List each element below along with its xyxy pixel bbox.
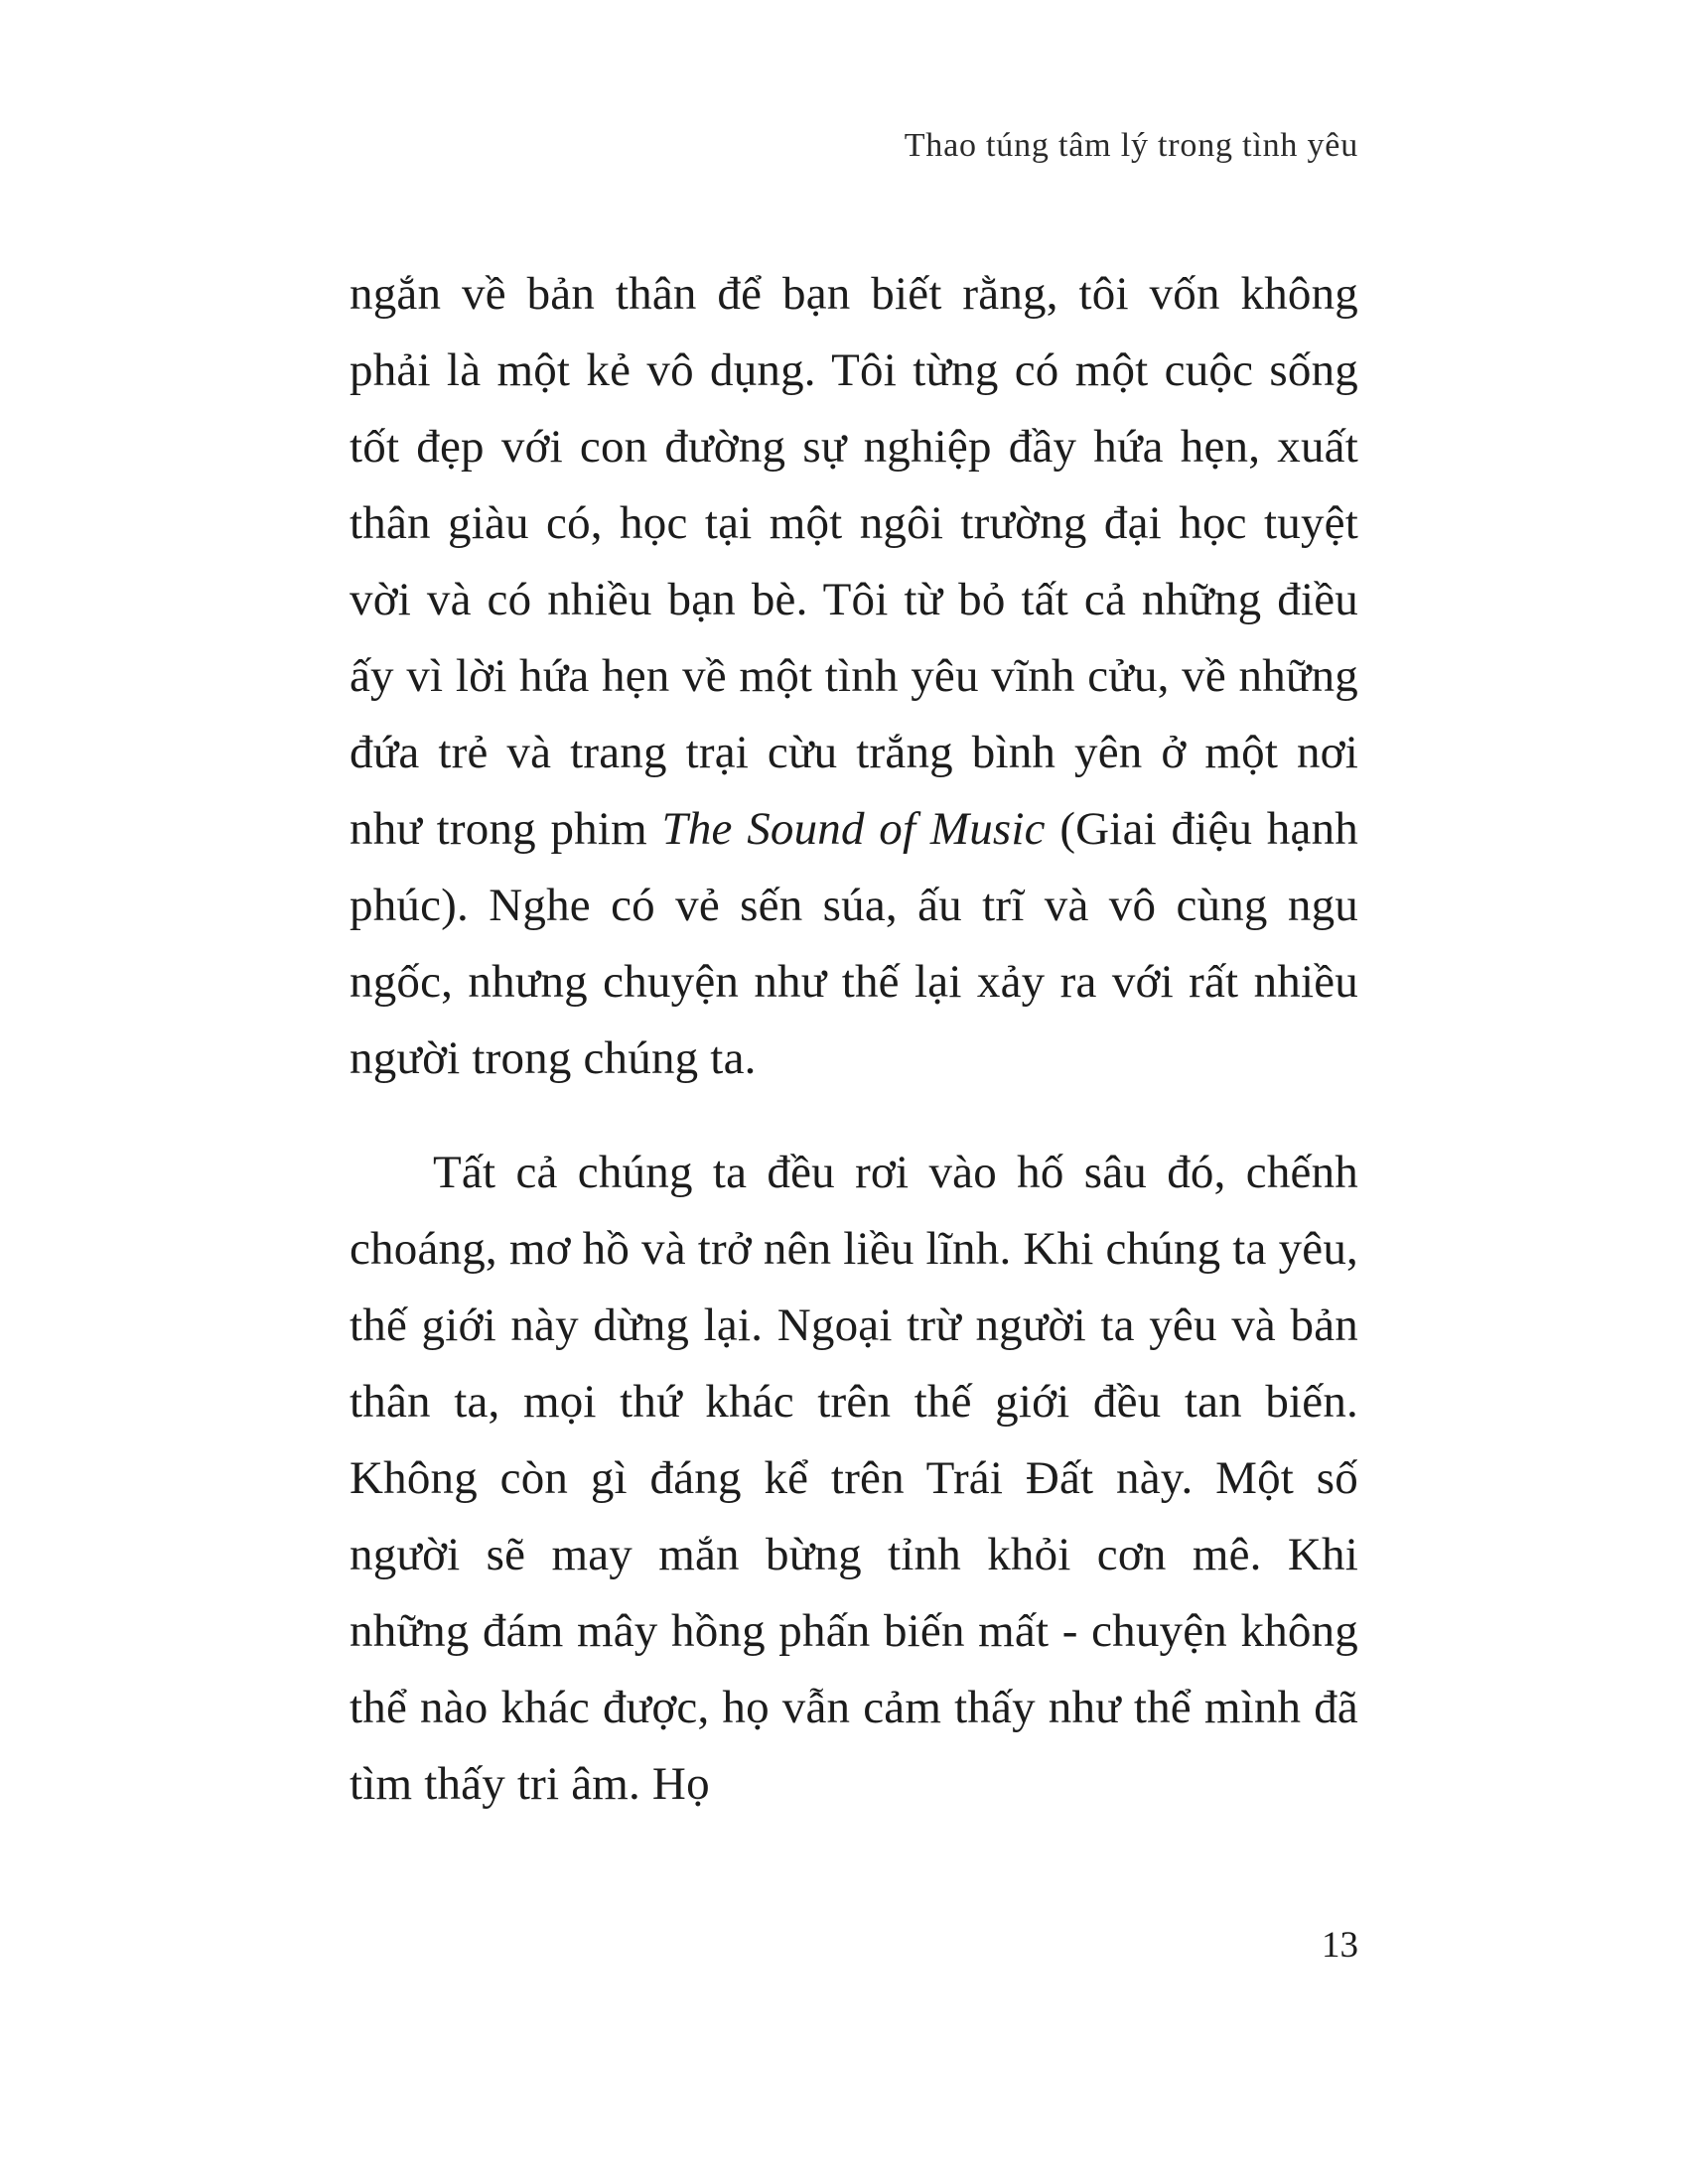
paragraph xyxy=(350,256,1358,1097)
italic-book-title-run: The Sound of Music xyxy=(661,803,1046,855)
text-run: Tất cả chúng ta đều rơi vào hố sâu đó, chếnh choáng, mơ hồ và trở nên liều lĩnh. Khi chúng ta yêu, thế giới này dừng lại. Ngoại trừ người ta yêu và bản thân ta, mọi thứ khác trên thế giới đều tan biến. Không còn gì đáng kể trên Trái Đất này. Một số người sẽ may mắn bừng tỉnh khỏi cơn mê. Khi những đám mây hồng phấn biến mất - chuyện không thể nào khác được, họ vẫn cảm thấy như thể mình đã tìm thấy tri âm. Họ xyxy=(350,1147,1358,1810)
text-run: (Giai điệu hạnh phúc). Nghe có vẻ sến súa, ấu trĩ và vô cùng ngu ngốc, nhưng chuyện như thế lại xảy ra với rất nhiều người trong chúng ta. xyxy=(350,803,1358,1084)
body-text xyxy=(350,256,1358,1823)
paragraph xyxy=(350,1135,1358,1823)
running-header: Thao túng tâm lý trong tình yêu xyxy=(904,127,1358,164)
text-run: ngắn về bản thân để bạn biết rằng, tôi vốn không phải là một kẻ vô dụng. Tôi từng có một cuộc sống tốt đẹp với con đường sự nghiệp đầy hứa hẹn, xuất thân giàu có, học tại một ngôi trường đại học tuyệt vời và có nhiều bạn bè. Tôi từ bỏ tất cả những điều ấy vì lời hứa hẹn về một tình yêu vĩnh cửu, về những đứa trẻ và trang trại cừu trắng bình yên ở một nơi như trong phim xyxy=(350,268,1358,855)
page-number: 13 xyxy=(1322,1925,1358,1966)
